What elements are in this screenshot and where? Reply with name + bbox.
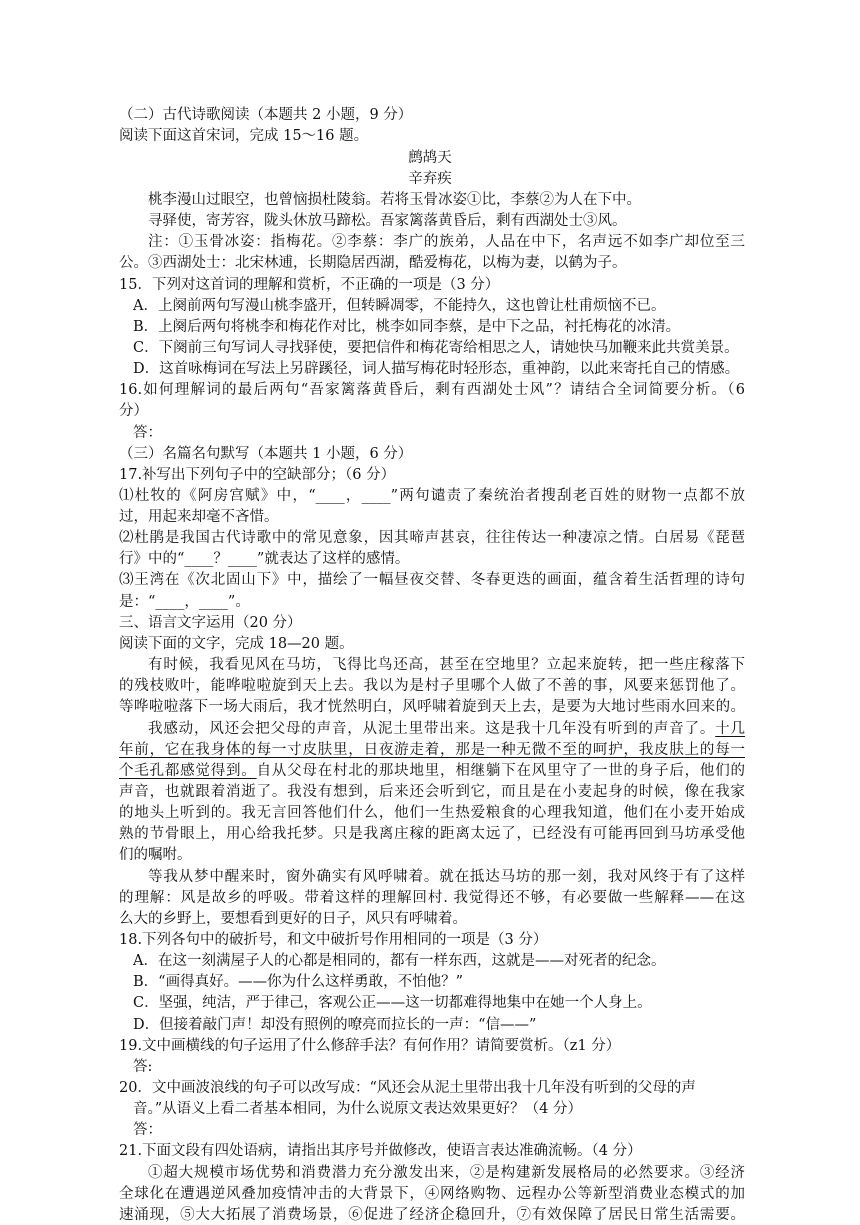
question-17-item: ⑶王湾在《次北固山下》中，描绘了一幅昼夜交替、冬春更迭的画面，蕴含着生活哲理的诗句 <box>119 572 745 588</box>
passage-line: 的理解：风是故乡的呼吸。带着这样的理解回村. 我觉得还不够，有必要做一些解释——在这 <box>119 890 745 906</box>
question-18: 18.下列各句中的破折号，和文中破折号作用相同的一项是（3 分） <box>119 932 548 948</box>
passage-line <box>119 761 745 781</box>
question-17-item: ⑴杜牧的《阿房宫赋》中，“____，____”两句谴责了秦统治者搜刮老百姓的财物一点都不放 <box>119 488 745 504</box>
passage-line: 么大的乡野上，要想看到更好的日子，风只有呼啸着。 <box>119 911 467 927</box>
underlined-sentence: 十几 <box>715 721 746 737</box>
question-17-item: 是：“____，____”。 <box>119 594 250 610</box>
section-heading-recitation: （三）名篇名句默写（本题共 1 小题，6 分） <box>119 446 413 462</box>
passage-line: 声音，也就跟着消逝了。我没有想到，后来还会听到它，而且是在小麦起身的时候，像在我家 <box>119 784 745 800</box>
question-21: 21.下面文段有四处语病，请指出其序号并做修改，使语言表达准确流畅。（4 分） <box>119 1143 642 1159</box>
poem-author: 辛弃疾 <box>408 171 452 187</box>
option-c: C．下阕前三句写词人寻找驿使，要把信件和梅花寄给相思之人，请她快马加鞭来此共赏美景。 <box>133 340 739 356</box>
poem-note: 公。③西湖处士：北宋林逋，长期隐居西湖，酷爱梅花，以梅为妻，以鹤为子。 <box>119 255 627 271</box>
section-heading-language: 三、语言文字运用（20 分） <box>119 615 302 631</box>
poem-line: 桃李漫山过眼空，也曾恼损杜陵翁。若将玉骨冰姿①比，李蔡②为人在下中。 <box>148 192 641 208</box>
poem-line: 寻驿使，寄芳容，陇头休放马蹄松。吾家篱落黄昏后，剩有西湖处士③风。 <box>148 213 627 229</box>
question-16: 16.如何理解词的最后两句“吾家篱落黄昏后，剩有西湖处士风”？请结合全词简要分析。（6 <box>119 382 745 398</box>
question-17-item: ⑵杜鹃是我国古代诗歌中的常见意象，因其啼声甚哀，往往传达一种凄凉之情。白居易《琵琶 <box>119 530 745 546</box>
underlined-sentence: 年前，它在我身体的每一寸皮肤里，日夜游走着，那是一种无微不至的呵护，我皮肤上的每一 <box>119 742 745 758</box>
passage-line: 等哗啦啦落下一场大雨后，我才恍然明白，风呼啸着旋到天上去，是要为大地讨些雨水回来的。 <box>119 699 745 715</box>
answer-label: 答： <box>133 1122 162 1138</box>
option-a: A．在这一刻满屋子人的心都是相同的，都有一样东西，这就是——对死者的纪念。 <box>133 953 666 969</box>
passage-line: 的残枝败叶，能哗啦啦旋到天上去。我以为是村子里哪个人做了不善的事，风要来惩罚他了。 <box>119 678 745 694</box>
instruction-text: 阅读下面这首宋词，完成 15～16 题。 <box>119 128 369 144</box>
underlined-sentence: 个毛孔都感觉得到。 <box>119 763 257 779</box>
poem-note: 注：①玉骨冰姿：指梅花。②李蔡：李广的族弟，人品在中下，名声远不如李广却位至三 <box>148 234 745 250</box>
instruction-text: 阅读下面的文字，完成 18—20 题。 <box>119 636 354 652</box>
passage-line <box>148 719 745 739</box>
question-20: 音。”从语义上看二者基本相同，为什么说原文表达效果更好？（4 分） <box>133 1101 582 1117</box>
question-17-item: 行》中的“____？____”就表达了这样的感情。 <box>119 551 410 567</box>
option-b: B．“画得真好。——你为什么这样勇敢，不怕他？” <box>133 974 463 990</box>
passage-line: 的地头上听到的。我无言回答他们什么，他们一生热爱粮食的心理我知道，他们在小麦开始成 <box>119 805 745 821</box>
question-20: 20．文中画波浪线的句子可以改写成：“风还会从泥土里带出我十几年没有听到的父母的声 <box>119 1080 696 1096</box>
poem-title: 鹧鸪天 <box>408 150 452 166</box>
answer-label: 答: <box>133 1059 153 1075</box>
option-a: A．上阕前两句写漫山桃李盛开，但转瞬凋零，不能持久，这也曾让杜甫烦恼不已。 <box>133 298 666 314</box>
passage-line: 有时候，我看见风在马坊，飞得比鸟还高，甚至在空地里？立起来旋转，把一些庄稼落下 <box>148 657 745 673</box>
passage-line: 熟的节骨眼上，用心给我托梦。只是我离庄稼的距离太远了，已经没有可能再回到马坊承受他 <box>119 826 745 842</box>
answer-label: 答： <box>133 425 162 441</box>
option-b: B．上阕后两句将桃李和梅花作对比，桃李如同李蔡，是中下之品，衬托梅花的冰清。 <box>133 319 681 335</box>
question-21-text: ①超大规模市场优势和消费潜力充分激发出来，②是构建新发展格局的必然要求。③经济 <box>148 1165 745 1181</box>
option-c: C．坚强，纯洁，严于律己，客观公正——这一切都难得地集中在她一个人身上。 <box>133 995 652 1011</box>
question-17: 17.补写出下列句子中的空缺部分；（6 分） <box>119 467 396 483</box>
passage-text: 自从父母在村北的那块地里，相继躺下在风里守了一世的身子后，他们的 <box>256 763 746 779</box>
passage-line: 们的嘱咐。 <box>119 847 192 863</box>
question-21-text: 全球化在遭遇逆风叠加疫情冲击的大背景下，④网络购物、远程办公等新型消费业态模式的加 <box>119 1186 745 1202</box>
passage-line: 等我从梦中醒来时，窗外确实有风呼啸着。就在抵达马坊的那一刻，我对风终于有了这样 <box>148 869 745 885</box>
passage-text: 我感动，风还会把父母的声音，从泥土里带出来。这是我十几年没有听到的声音了。 <box>148 721 716 737</box>
question-17-item: 过，用起来却毫不吝惜。 <box>119 509 279 525</box>
question-19: 19.文中画横线的句子运用了什么修辞手法？有何作用？请简要赏析。（z1 分） <box>119 1038 621 1054</box>
option-d: D．但接着敲门声！却没有照例的嘹亮而拉长的一声：“信——” <box>133 1017 537 1033</box>
question-15: 15．下列对这首词的理解和赏析，不正确的一项是（3 分） <box>119 277 500 293</box>
section-heading-poetry: （二）古代诗歌阅读（本题共 2 小题，9 分） <box>119 107 413 123</box>
question-16: 分） <box>119 403 148 419</box>
option-d: D．这首咏梅词在写法上另辟蹊径，词人描写梅花时轻形态，重神韵，以此来寄托自己的情感。 <box>133 361 740 377</box>
question-21-text: 速涌现，⑤大大拓展了消费场景，⑥促进了经济企稳回升，⑦有效保障了居民日常生活需要。 <box>119 1207 745 1223</box>
